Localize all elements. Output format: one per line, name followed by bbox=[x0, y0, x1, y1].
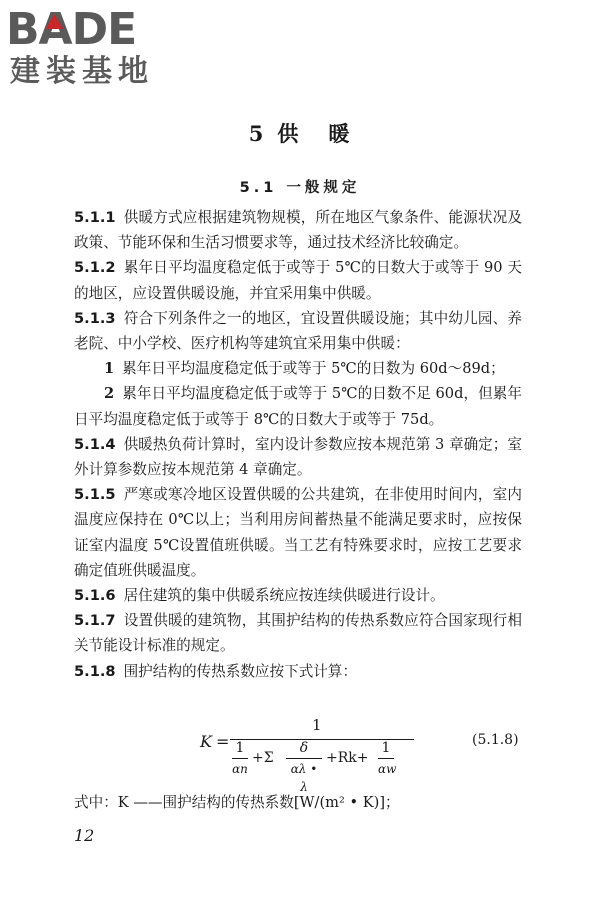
clause-5-1-7 bbox=[74, 608, 522, 658]
clause-number: 5.1.4 bbox=[74, 435, 116, 453]
logo-letter: D bbox=[71, 4, 108, 55]
list-item-1 bbox=[74, 356, 522, 381]
formula-plus-rk: +Rk+ bbox=[326, 750, 369, 766]
clause-5-1-5 bbox=[74, 482, 522, 583]
bade-logo bbox=[6, 4, 176, 92]
chapter-number: 5 bbox=[248, 121, 266, 146]
formula-equals: = bbox=[216, 732, 230, 751]
list-item-text: 累年日平均温度稳定低于或等于 5℃的日数不足 60d，但累年日平均温度稳定低于或等于 8℃的日数大于或等于 75d。 bbox=[74, 385, 522, 428]
clause-text: 围护结构的传热系数应按下式计算： bbox=[123, 662, 358, 680]
clause-text: 严寒或寒冷地区设置供暖的公共建筑，在非使用时间内，室内温度应保持在 0℃以上；当利用房间蓄热量不能满足要求时，应按保证室内温度 5℃设置值班供暖。当工艺有特殊要求时，应按工艺要求确定值班供暖温度。 bbox=[74, 486, 522, 579]
formula-term-outer: 1 αw bbox=[378, 740, 397, 776]
logo-subtitle: 建装基地 bbox=[10, 54, 154, 89]
heat-transfer-formula bbox=[200, 716, 530, 794]
clause-text: 符合下列条件之一的地区，宜设置供暖设施；其中幼儿园、养老院、中小学校、医疗机构等建筑宜采用集中供暖： bbox=[74, 309, 522, 353]
logo-letter-a: A bbox=[38, 4, 72, 55]
chapter-title bbox=[0, 118, 600, 148]
clause-number: 5.1.6 bbox=[74, 587, 116, 605]
formula-numerator: 1 bbox=[312, 716, 322, 734]
chapter-title-char-2: 暖 bbox=[328, 121, 352, 146]
clause-text: 供暖方式应根据建筑物规模，所在地区气象条件、能源状况及政策、节能环保和生活习惯要求等，通过技术经济比较确定。 bbox=[74, 209, 522, 252]
formula-reference-number: (5.1.8) bbox=[472, 732, 519, 748]
clause-number: 5.1.1 bbox=[74, 209, 116, 226]
chapter-title-char-1: 供 bbox=[277, 121, 301, 146]
section-title: 5.1 一般规定 bbox=[239, 180, 361, 196]
clause-text: 供暖热负荷计算时，室内设计参数应按本规范第 3 章确定；室外计算参数应按本规范第 4 章确定。 bbox=[74, 435, 522, 479]
formula-lhs: K bbox=[200, 732, 212, 751]
list-item-number: 1 bbox=[104, 360, 115, 378]
logo-letter: E bbox=[107, 4, 137, 55]
logo-letter: B bbox=[6, 4, 39, 55]
formula-term-inner: 1 αn bbox=[232, 740, 248, 776]
clause-5-1-6 bbox=[74, 583, 522, 608]
clause-number: 5.1.7 bbox=[74, 612, 116, 630]
clause-number: 5.1.5 bbox=[74, 486, 116, 504]
formula-where-text: 式中：K ——围护结构的传热系数[W/(m² • K)]； bbox=[74, 794, 400, 811]
clause-text: 居住建筑的集中供暖系统应按连续供暖进行设计。 bbox=[123, 587, 445, 605]
clause-5-1-4 bbox=[74, 432, 522, 482]
formula-plus-sum: +Σ bbox=[252, 750, 274, 766]
clause-text: 设置供暖的建筑物，其围护结构的传热系数应符合国家现行相关节能设计标准的规定。 bbox=[74, 612, 522, 655]
clause-5-1-1 bbox=[74, 205, 522, 255]
clause-text: 累年日平均温度稳定低于或等于 5℃的日数大于或等于 90 天的地区，应设置供暖设施，并宜采用集中供暖。 bbox=[74, 259, 522, 302]
logo-wordmark bbox=[6, 4, 136, 56]
list-item-number: 2 bbox=[104, 385, 115, 403]
clause-number: 5.1.8 bbox=[74, 662, 116, 680]
clause-5-1-3 bbox=[74, 306, 522, 356]
list-item-2 bbox=[74, 381, 522, 431]
list-item-text: 累年日平均温度稳定低于或等于 5℃的日数为 60d～89d； bbox=[122, 360, 505, 378]
clause-number: 5.1.3 bbox=[74, 309, 116, 327]
formula-denominator bbox=[230, 740, 414, 794]
page-number: 12 bbox=[74, 826, 95, 845]
formula-term-layers: δ αλ • λ bbox=[286, 740, 322, 796]
clause-5-1-8 bbox=[74, 659, 522, 684]
clause-5-1-2 bbox=[74, 255, 522, 305]
document-body bbox=[74, 205, 522, 684]
clause-number: 5.1.2 bbox=[74, 259, 116, 277]
logo-red-triangle-icon bbox=[46, 14, 64, 29]
